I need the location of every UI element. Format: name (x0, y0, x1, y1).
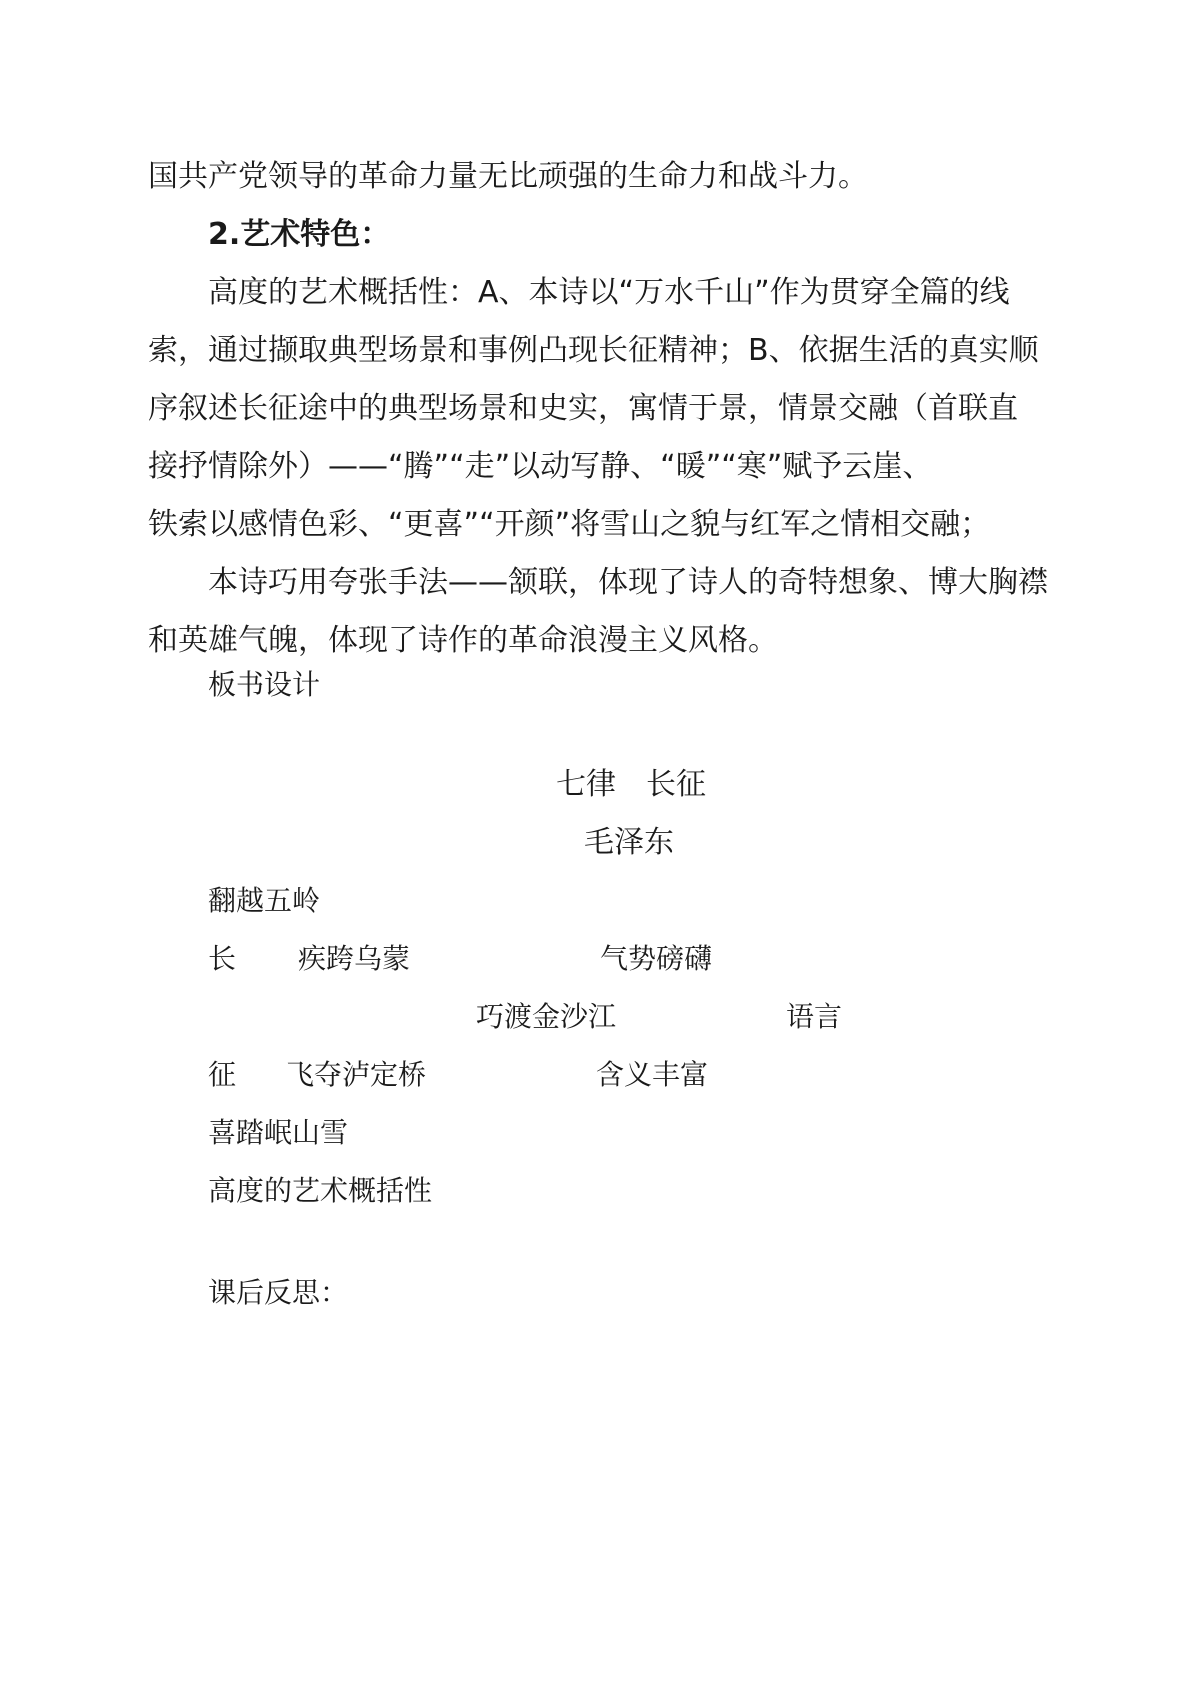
board-row-2-right: 气势磅礴 (600, 942, 713, 975)
poem-title: 七律 长征 (556, 767, 706, 802)
paragraph-line-1: 国共产党领导的革命力量无比顽强的生命力和战斗力。 (148, 159, 868, 194)
board-row-2-text: 疾跨乌蒙 (298, 942, 411, 975)
paragraph-line-3: 高度的艺术概括性：A、本诗以“万水千山”作为贯穿全篇的线 (208, 275, 1010, 310)
poem-author: 毛泽东 (584, 825, 674, 860)
paragraph-line-5: 序叙述长征途中的典型场景和史实，寓情于景，情景交融（首联直 (148, 391, 1018, 426)
paragraph-line-4: 索，通过撷取典型场景和事例凸现长征精神；B、依据生活的真实顺 (148, 333, 1039, 368)
paragraph-line-7: 铁索以感情色彩、“更喜”“开颜”将雪山之貌与红军之情相交融； (148, 507, 991, 542)
board-row-2-char: 长 (208, 942, 237, 975)
board-row-6: 高度的艺术概括性 (208, 1174, 433, 1207)
board-row-1: 翻越五岭 (208, 884, 321, 917)
board-row-3-mid: 巧渡金沙江 (476, 1000, 617, 1033)
blackboard-label: 板书设计 (208, 668, 321, 701)
board-row-3-right: 语言 (786, 1000, 843, 1033)
board-row-5: 喜踏岷山雪 (208, 1116, 349, 1149)
reflection-label: 课后反思： (208, 1276, 349, 1309)
paragraph-line-6: 接抒情除外）——“腾”“走”以动写静、“暖”“寒”赋予云崖、 (148, 449, 933, 484)
section-heading-art-features: 2.艺术特色： (208, 217, 391, 252)
paragraph-line-9: 和英雄气魄，体现了诗作的革命浪漫主义风格。 (148, 623, 778, 658)
paragraph-line-8: 本诗巧用夸张手法——颔联，体现了诗人的奇特想象、博大胸襟 (208, 565, 1048, 600)
board-row-4-right: 含义丰富 (596, 1058, 709, 1091)
board-row-4-text: 飞夺泸定桥 (286, 1058, 427, 1091)
board-row-4-char: 征 (208, 1058, 237, 1091)
